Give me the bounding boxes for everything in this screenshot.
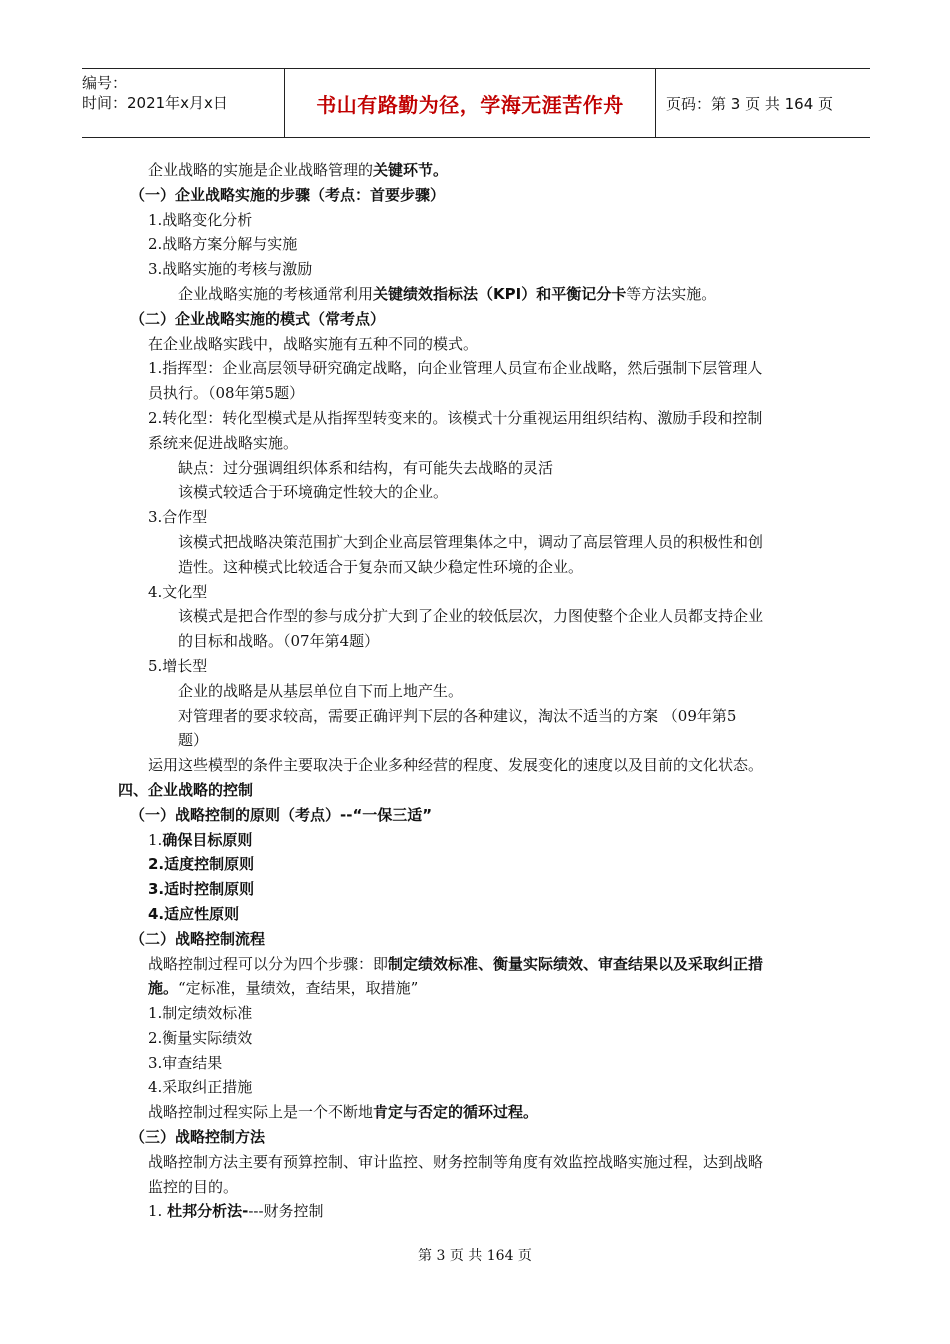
text-line [118,307,842,332]
text: 战略控制过程可以分为四个步骤：即 [148,954,389,973]
text-line [118,580,842,605]
text-line [118,704,842,729]
bold-text: （一）战略控制的原则（考点）--“一保三适” [130,805,433,824]
bold-text: 3.适时控制原则 [148,880,255,899]
text-line [118,852,842,877]
text-line [118,654,842,679]
text: “定标准，量绩效，查结果，取措施” [178,979,419,998]
text: 系统来促进战略实施。 [148,433,299,452]
number-label: 编号： [82,74,128,92]
text: 在企业战略实践中，战略实施有五种不同的模式。 [148,334,479,353]
text-line [118,1100,842,1125]
text: 监控的目的。 [148,1177,239,1196]
text: 该模式把战略决策范围扩大到企业高层管理集体之中，调动了高层管理人员的积极性和创 [178,532,764,551]
text-line [118,505,842,530]
text-line [118,158,842,183]
bold-text: 制定绩效标准、衡量实际绩效、审查结果以及采取纠正措 [388,954,764,973]
text-line [118,1075,842,1100]
text: ---财务控制 [248,1202,324,1221]
text: 1.指挥型：企业高层领导研究确定战略，向企业管理人员宣布企业战略，然后强制下层管理人 [148,359,763,378]
text-line [118,232,842,257]
text: 2.战略方案分解与实施 [148,235,298,254]
text-line [118,976,842,1001]
text: 企业的战略是从基层单位自下而上地产生。 [178,681,464,700]
text-line [118,1051,842,1076]
text-line [118,728,842,753]
time-label: 时间：2021年x月x日 [82,94,228,112]
text: 运用这些模型的条件主要取决于企业多种经营的程度、发展变化的速度以及目前的文化状态。 [148,756,764,775]
document-body [118,158,842,1224]
text: 的目标和战略。（07年第4题） [178,632,380,651]
text: 题） [178,731,209,750]
text-line [118,406,842,431]
text: 1.战略变化分析 [148,210,253,229]
bold-text: 2.适度控制原则 [148,855,255,874]
text-line [118,1199,842,1224]
text: 该模式是把合作型的参与成分扩大到了企业的较低层次，力图使整个企业人员都支持企业 [178,607,764,626]
text-line [118,927,842,952]
bold-text: 杜邦分析法- [167,1202,249,1221]
text: 员执行。（08年第5题） [148,384,305,403]
text: 3.审查结果 [148,1053,223,1072]
text: 等方法实施。 [626,284,717,303]
text: 1. [148,830,163,849]
text-line [118,1125,842,1150]
text: 缺点：过分强调组织体系和结构，有可能失去战略的灵活 [178,458,554,477]
text: 造性。这种模式比较适合于复杂而又缺少稳定性环境的企业。 [178,557,584,576]
header-info-cell [82,69,285,137]
text-line [118,257,842,282]
text-line [118,1001,842,1026]
bold-text: 关键绩效指标法（KPI）和平衡记分卡 [373,284,627,303]
page-footer: 第 3 页 共 164 页 [418,1248,532,1264]
bold-text: 确保目标原则 [162,830,253,849]
text-line [118,629,842,654]
bold-text: （二）战略控制流程 [130,929,266,948]
bold-text: 肯定与否定的循环过程。 [373,1103,539,1122]
text: 企业战略的实施是企业战略管理的 [148,161,374,179]
text: 3.战略实施的考核与激励 [148,260,313,279]
text-line [118,753,842,778]
text-line [118,1150,842,1175]
bold-text: （三）战略控制方法 [130,1128,266,1147]
page-header [82,68,870,138]
text: 1. [148,1202,168,1221]
text-line [118,778,842,803]
bold-text: 四、企业战略的控制 [118,780,254,799]
text: 战略控制方法主要有预算控制、审计监控、财务控制等角度有效监控战略实施过程，达到战略 [148,1152,764,1171]
text: 4.文化型 [148,582,208,601]
text: 企业战略实施的考核通常利用 [178,284,374,303]
text: 1.制定绩效标准 [148,1004,253,1023]
text-line [118,431,842,456]
text-line [118,555,842,580]
text-line [118,332,842,357]
bold-text: 4.适应性原则 [148,904,240,923]
text-line [118,902,842,927]
text-line [118,679,842,704]
text-line [118,456,842,481]
bold-text: 关键环节。 [373,161,449,179]
text-line [118,1026,842,1051]
text-line [118,356,842,381]
text-line [118,480,842,505]
bold-text: （二）企业战略实施的模式（常考点） [130,309,386,328]
text: 该模式较适合于环境确定性较大的企业。 [178,483,449,502]
text-line [118,208,842,233]
motto: 书山有路勤为径，学海无涯苦作舟 [285,69,656,137]
text: 战略控制过程实际上是一个不断地 [148,1103,374,1122]
bold-text: （一）企业战略实施的步骤（考点：首要步骤） [130,185,446,204]
text-line [118,183,842,208]
text: 对管理者的要求较高，需要正确评判下层的各种建议，淘汰不适当的方案 （09年第5 [178,706,737,725]
text: 4.采取纠正措施 [148,1078,253,1097]
text-line [118,530,842,555]
text-line [118,952,842,977]
text-line [118,828,842,853]
bold-text: 施。 [148,979,179,998]
text-line [118,877,842,902]
text: 5.增长型 [148,656,208,675]
text-line [118,282,842,307]
page-number-label: 页码：第 3 页 共 164 页 [666,94,834,113]
text-line [118,604,842,629]
text: 2.衡量实际绩效 [148,1028,253,1047]
text-line [118,381,842,406]
text-line [118,1175,842,1200]
text: 2.转化型：转化型模式是从指挥型转变来的。该模式十分重视运用组织结构、激励手段和控制 [148,408,763,427]
text: 3.合作型 [148,508,208,527]
text-line [118,803,842,828]
